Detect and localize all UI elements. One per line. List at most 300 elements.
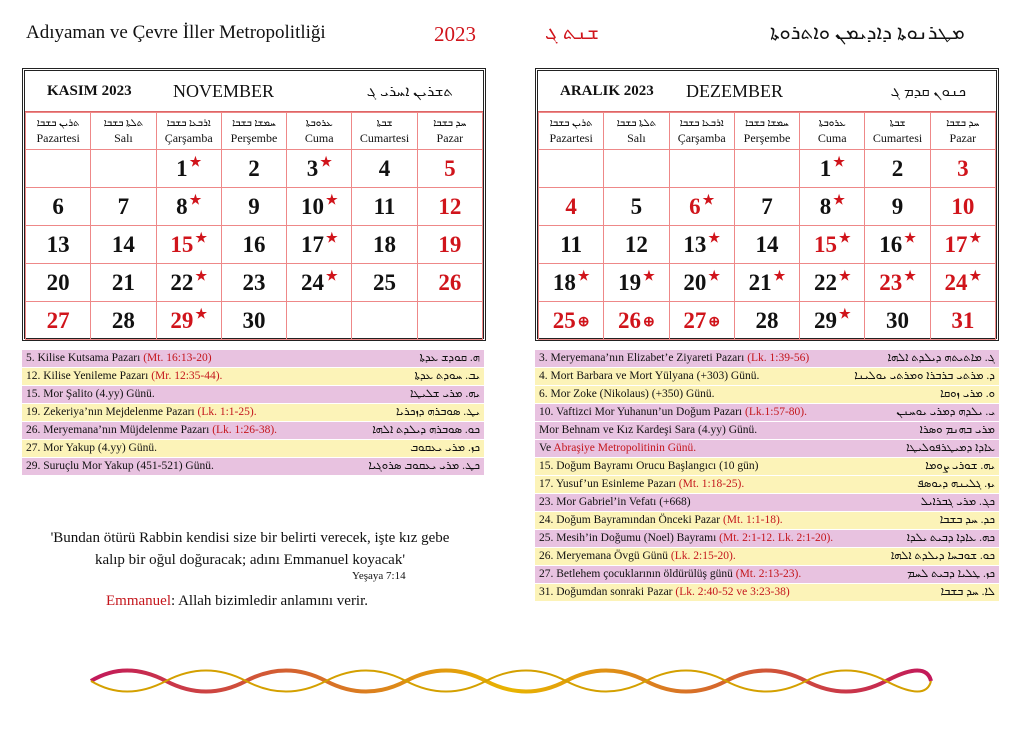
note-syriac: ܟܘ. ܫܘܒܚܐ ܕܝܠܕܬ ܐܠܗܐ: [890, 550, 995, 562]
note-text: 19. Zekeriya’nın Mejdelenme Pazarı (Lk. 1:1-25).: [26, 406, 257, 418]
note-text: 6. Mor Zoke (Nikolaus) (+350) Günü.: [539, 388, 715, 400]
note-syriac: ܝܛ. ܣܘܒܪܗ ܕܙܟܪܝܐ: [395, 406, 480, 418]
day-cell[interactable]: [734, 264, 799, 302]
month-name-tr: ARALIK 2023: [560, 83, 654, 99]
weekday-tr: Çarşamba: [677, 131, 726, 145]
day-number: 12: [438, 193, 462, 219]
note-syriac: ܝܗ. ܫܘܪܝ ܨܘܡܐ: [925, 460, 995, 472]
day-number: 1: [176, 155, 188, 181]
weekday-header: [91, 113, 156, 150]
december-grid: [538, 112, 996, 340]
day-cell[interactable]: [800, 302, 865, 340]
day-cell[interactable]: [26, 226, 91, 264]
weekday-tr: Cuma: [304, 131, 334, 145]
november-notes: [22, 350, 484, 476]
feast-star-icon: ★: [189, 153, 202, 169]
note-row: [535, 530, 999, 548]
note-syriac: ܟܛ. ܡܪܝ ܝܥܩܘܒ ܣܪܘܓܝܐ: [368, 460, 480, 472]
weekday-header: [604, 113, 669, 150]
note-row: [535, 458, 999, 476]
note-text: 27. Betlehem çocuklarının öldürülüş günü (Mt. 2:13-23).: [539, 568, 802, 580]
day-cell: [604, 150, 669, 188]
note-syriac: ܝܗ. ܡܪܝ ܫܠܝܛܐ: [410, 388, 480, 400]
day-number: 13: [46, 231, 70, 257]
weekday-tr: Cumartesi: [359, 131, 410, 145]
day-number: 29: [813, 307, 837, 333]
note-text: 15. Mor Şalito (4.yy) Günü.: [26, 388, 155, 400]
day-number: 25: [373, 269, 397, 295]
day-cell[interactable]: [800, 188, 865, 226]
note-syriac: ܟܙ. ܡܪܝ ܝܥܩܘܒ: [410, 442, 480, 454]
note-reference: (Mr. 12:35-44).: [151, 370, 223, 382]
weekday-syriac: ܬܠܬܐ ܒܫܒܐ: [616, 118, 657, 129]
syriac-year: ܫܢܬ ܓ: [545, 22, 599, 44]
note-reference: (Mt. 16:13-20): [143, 352, 212, 364]
day-cell[interactable]: [417, 188, 482, 226]
day-cell[interactable]: [604, 226, 669, 264]
day-cell[interactable]: [26, 302, 91, 340]
november-grid: [25, 112, 483, 340]
day-cell[interactable]: [156, 226, 221, 264]
day-number: 11: [560, 231, 582, 257]
note-row: [535, 512, 999, 530]
day-number: 10: [300, 193, 324, 219]
feast-star-icon: ★: [195, 267, 208, 283]
day-cell[interactable]: [865, 302, 930, 340]
day-number: 30: [242, 307, 266, 333]
note-row: [535, 548, 999, 566]
day-cell[interactable]: [865, 264, 930, 302]
weekday-syriac: ܬܪܝܢ ܒܫܒܐ: [549, 118, 593, 129]
day-number: 17: [300, 231, 324, 257]
weekday-syriac: ܚܡܫܐ ܒܫܒܐ: [232, 118, 276, 129]
weekday-header: [930, 113, 995, 150]
day-number: 9: [248, 193, 260, 219]
bible-quote: 'Bundan ötürü Rabbin kendisi size bir belirti verecek, işte kız gebe kalıp bir oğul doğuracak; adını Emmanuel koyacak': [50, 530, 450, 568]
feast-star-icon: ★: [833, 191, 845, 207]
day-number: 16: [242, 231, 266, 257]
weekday-syriac: ܥܪܘܒܬܐ: [305, 118, 333, 129]
note-row: [22, 386, 484, 404]
day-number: 28: [111, 307, 135, 333]
note-text: 29. Suruçlu Mor Yakup (451-521) Günü.: [26, 460, 214, 472]
note-row: [535, 584, 999, 602]
weekday-tr: Pazar: [436, 131, 464, 145]
day-number: 7: [117, 193, 130, 219]
day-cell[interactable]: [734, 226, 799, 264]
feast-star-icon: ★: [969, 229, 982, 245]
day-cell[interactable]: [91, 264, 156, 302]
month-name-syriac: ܟܢܘܢ ܩܕܡ ܓ: [890, 84, 966, 100]
day-number: 9: [891, 193, 904, 219]
note-syriac: ܕ. ܡܪܬܝ ܒܪܒܪܐ ܘܡܪܬܝ ܝܘܠܝܢܐ: [854, 370, 995, 382]
day-number: 18: [552, 269, 576, 295]
day-number: 18: [373, 231, 397, 257]
feast-star-icon: ★: [189, 191, 202, 207]
note-row: [535, 494, 999, 512]
feast-star-icon: ★: [838, 229, 851, 245]
day-number: 21: [748, 269, 772, 295]
day-cell[interactable]: [800, 264, 865, 302]
day-cell: [287, 302, 352, 340]
emmanuel-meaning: : Allah bizimledir anlamını verir.: [170, 593, 369, 609]
day-number: 27: [683, 307, 707, 333]
note-reference: (Lk.1:57-80).: [745, 406, 807, 418]
note-text: 12. Kilise Yenileme Pazarı (Mr. 12:35-44).: [26, 370, 223, 382]
day-number: 2: [248, 155, 260, 181]
day-number: 22: [813, 269, 837, 295]
day-cell[interactable]: [930, 226, 995, 264]
day-number: 20: [683, 269, 707, 295]
day-cell[interactable]: [865, 188, 930, 226]
weekday-header: [156, 113, 221, 150]
day-cell[interactable]: [669, 302, 734, 340]
weekday-syriac: ܬܠܬܐ ܒܫܒܐ: [103, 118, 144, 129]
note-syriac: ܝ. ܝܠܕܗ ܕܡܪܝ ܝܘܚܢܢ: [896, 406, 995, 418]
note-row: [535, 386, 999, 404]
emmanuel-note: [106, 593, 368, 610]
note-text: 17. Yusuf’un Esinleme Pazarı (Mt. 1:18-25).: [539, 478, 745, 490]
cross-icon: ⊕: [643, 314, 655, 330]
day-cell[interactable]: [930, 264, 995, 302]
day-number: 4: [378, 155, 391, 181]
note-reference: (Mt. 1:18-25).: [678, 478, 745, 490]
day-number: 25: [552, 307, 576, 333]
day-cell[interactable]: [221, 302, 286, 340]
day-cell[interactable]: [865, 150, 930, 188]
day-cell[interactable]: [221, 188, 286, 226]
emmanuel-word: Emmanuel: [106, 593, 171, 609]
day-number: 15: [813, 231, 837, 257]
note-syriac: ܥܐܕܐ ܕܡܝܛܪܦܘܠܝܛܐ: [906, 442, 995, 454]
day-cell[interactable]: [539, 188, 604, 226]
note-row: [22, 440, 484, 458]
weekday-tr: Pazartesi: [549, 131, 593, 145]
note-syriac: ܝܒ. ܚܘܕܬ ܥܕܬܐ: [414, 370, 480, 382]
feast-star-icon: ★: [773, 267, 786, 283]
weekday-syriac: ܐܪܒܥܐ ܒܫܒܐ: [679, 118, 724, 129]
day-number: 3: [957, 155, 969, 181]
weekday-syriac: ܚܡܫܐ ܒܫܒܐ: [745, 118, 789, 129]
week-row: [539, 150, 996, 188]
quote-reference: Yeşaya 7:14: [352, 570, 406, 582]
weekday-header: [539, 113, 604, 150]
note-text: 24. Doğum Bayramından Önceki Pazar (Mt. 1:1-18).: [539, 514, 783, 526]
day-number: 23: [242, 269, 266, 295]
day-cell: [669, 150, 734, 188]
day-number: 6: [689, 193, 701, 219]
month-name-syriac: ܬܫܪܝܢ ܐܚܪܝ ܓ: [366, 84, 453, 100]
week-row: [26, 264, 483, 302]
feast-star-icon: ★: [195, 229, 208, 245]
week-row: [26, 188, 483, 226]
note-syriac: ܟܘ. ܣܘܒܪܗ ܕܝܠܕܬ ܐܠܗܐ: [372, 424, 480, 436]
day-cell: [734, 150, 799, 188]
note-reference: Abraşiye Metropolitinin Günü.: [553, 442, 697, 454]
day-number: 22: [170, 269, 194, 295]
note-text: 27. Mor Yakup (4.yy) Günü.: [26, 442, 157, 454]
day-cell[interactable]: [800, 226, 865, 264]
note-reference: (Mt. 2:1-12. Lk. 2:1-20).: [719, 532, 834, 544]
page-year: 2023: [434, 22, 476, 46]
day-number: 16: [879, 231, 903, 257]
day-number: 26: [438, 269, 462, 295]
day-number: 24: [944, 269, 968, 295]
weekday-tr: Pazartesi: [36, 131, 80, 145]
day-number: 7: [761, 193, 773, 219]
feast-star-icon: ★: [195, 305, 208, 321]
day-number: 24: [300, 269, 324, 295]
day-number: 8: [176, 193, 188, 219]
november-calendar: [22, 68, 486, 341]
note-row: [22, 404, 484, 422]
feast-star-icon: ★: [708, 229, 721, 245]
day-cell[interactable]: [26, 188, 91, 226]
note-row: [535, 566, 999, 584]
day-cell[interactable]: [604, 302, 669, 340]
note-row: [22, 458, 484, 476]
day-cell[interactable]: [539, 264, 604, 302]
day-number: 17: [944, 231, 968, 257]
note-text: Mor Behnam ve Kız Kardeşi Sara (4.yy) Günü.: [539, 424, 758, 436]
weekday-header: [221, 113, 286, 150]
day-cell[interactable]: [352, 150, 417, 188]
day-cell[interactable]: [930, 302, 995, 340]
day-cell[interactable]: [221, 226, 286, 264]
week-row: [26, 226, 483, 264]
note-text: 5. Kilise Kutsama Pazarı (Mt. 16:13-20): [26, 352, 212, 364]
note-reference: (Lk. 2:15-20).: [670, 550, 736, 562]
day-cell[interactable]: [91, 188, 156, 226]
note-text: 23. Mor Gabriel’in Vefatı (+668): [539, 496, 691, 508]
day-number: 14: [755, 231, 779, 257]
weekday-tr: Salı: [627, 131, 646, 145]
month-name-tr: KASIM 2023: [47, 83, 132, 99]
day-cell[interactable]: [91, 226, 156, 264]
day-cell[interactable]: [930, 150, 995, 188]
day-cell[interactable]: [417, 226, 482, 264]
day-cell[interactable]: [669, 188, 734, 226]
weekday-syriac: ܚܕ ܒܫܒܐ: [946, 118, 980, 129]
day-cell[interactable]: [800, 150, 865, 188]
calendar-header: [25, 71, 483, 112]
note-syriac: ܘ. ܡܪܝ ܙܘܩܐ: [940, 388, 995, 400]
week-row: [539, 302, 996, 340]
week-row: [26, 302, 483, 340]
day-cell[interactable]: [865, 226, 930, 264]
weekday-tr: Çarşamba: [164, 131, 213, 145]
note-row: [535, 350, 999, 368]
feast-star-icon: ★: [325, 191, 338, 207]
day-number: 19: [438, 231, 462, 257]
note-row: [535, 404, 999, 422]
note-reference: (Mt. 2:13-23).: [735, 568, 802, 580]
day-cell[interactable]: [91, 302, 156, 340]
day-cell: [91, 150, 156, 188]
weekday-tr: Perşembe: [230, 131, 278, 145]
note-row: [535, 476, 999, 494]
weekday-header: [865, 113, 930, 150]
day-number: 1: [819, 155, 832, 181]
day-number: 12: [624, 231, 648, 257]
note-text: 26. Meryemana Övgü Günü (Lk. 2:15-20).: [539, 550, 736, 562]
note-text: Ve Abraşiye Metropolitinin Günü.: [539, 442, 697, 454]
day-number: 2: [891, 155, 904, 181]
note-syriac: ܓ. ܡܐܬܝܬܗ ܕܝܠܕܬ ܐܠܗܐ: [887, 352, 995, 364]
day-number: 20: [46, 269, 70, 295]
day-cell[interactable]: [734, 302, 799, 340]
note-reference: (Lk. 1:1-25).: [197, 406, 257, 418]
weekday-header: [417, 113, 482, 150]
weekday-header: [26, 113, 91, 150]
day-cell[interactable]: [604, 264, 669, 302]
day-cell[interactable]: [352, 264, 417, 302]
day-cell: [417, 302, 482, 340]
day-cell[interactable]: [287, 264, 352, 302]
day-cell: [26, 150, 91, 188]
note-syriac: ܟܙ. ܛܠܝܐ ܕܒܝܬ ܠܚܡ: [907, 568, 995, 580]
note-row: [535, 440, 999, 458]
weekday-header: [734, 113, 799, 150]
note-row: [22, 368, 484, 386]
day-cell[interactable]: [156, 302, 221, 340]
feast-star-icon: ★: [904, 229, 916, 245]
note-row: [22, 422, 484, 440]
note-syriac: ܗ. ܩܘܕܫ ܥܕܬܐ: [419, 352, 480, 364]
day-cell[interactable]: [156, 188, 221, 226]
week-row: [539, 188, 996, 226]
day-number: 21: [111, 269, 135, 295]
day-cell[interactable]: [26, 264, 91, 302]
ornamental-border: [86, 660, 936, 702]
day-cell[interactable]: [352, 226, 417, 264]
day-cell[interactable]: [539, 226, 604, 264]
weekday-tr: Pazar: [949, 131, 977, 145]
month-name-de: DEZEMBER: [686, 81, 783, 101]
weekday-header: [287, 113, 352, 150]
note-text: 3. Meryemana’nın Elizabet’e Ziyareti Pazarı (Lk. 1:39-56): [539, 352, 810, 364]
note-reference: (Lk. 1:39-56): [747, 352, 810, 364]
weekday-header: [800, 113, 865, 150]
day-cell[interactable]: [417, 264, 482, 302]
day-cell[interactable]: [930, 188, 995, 226]
feast-star-icon: ★: [708, 267, 721, 283]
day-cell[interactable]: [221, 264, 286, 302]
note-syriac: ܟܗ. ܥܐܕܐ ܕܒܝܬ ܝܠܕܐ: [906, 532, 995, 544]
note-syriac: ܠܐ. ܚܕ ܒܫܒܐ: [940, 586, 995, 598]
december-calendar: [535, 68, 999, 341]
day-number: 5: [630, 193, 643, 219]
feast-star-icon: ★: [904, 267, 916, 283]
weekday-syriac: ܚܕ ܒܫܒܐ: [433, 118, 467, 129]
feast-star-icon: ★: [838, 267, 851, 283]
weekday-tr: Perşembe: [743, 131, 791, 145]
day-number: 13: [683, 231, 707, 257]
week-row: [26, 150, 483, 188]
note-text: 4. Mort Barbara ve Mort Yülyana (+303) Günü.: [539, 370, 760, 382]
note-text: 10. Vaftizci Mor Yuhanun’un Doğum Pazarı (Lk.1:57-80).: [539, 406, 807, 418]
weekday-syriac: ܫܒܬܐ: [376, 118, 393, 129]
day-number: 23: [879, 269, 903, 295]
note-text: 31. Doğumdan sonraki Pazar (Lk. 2:40-52 ve 3:23-38): [539, 586, 790, 598]
weekday-header: [352, 113, 417, 150]
weekday-syriac: ܫܒܬܐ: [889, 118, 906, 129]
day-cell[interactable]: [669, 226, 734, 264]
page-title: Adıyaman ve Çevre İller Metropolitliği: [26, 22, 326, 43]
feast-star-icon: ★: [643, 267, 655, 283]
day-cell[interactable]: [287, 188, 352, 226]
week-row: [539, 226, 996, 264]
note-text: 15. Doğum Bayramı Orucu Başlangıcı (10 gün): [539, 460, 759, 472]
day-number: 15: [170, 231, 194, 257]
note-reference: (Mt. 1:1-18).: [722, 514, 783, 526]
day-number: 31: [951, 307, 975, 333]
note-text: 25. Mesih’in Doğumu (Noel) Bayramı (Mt. 2:1-12. Lk. 2:1-20).: [539, 532, 834, 544]
cross-icon: ⊕: [708, 314, 721, 330]
day-cell[interactable]: [156, 150, 221, 188]
day-number: 19: [618, 269, 642, 295]
feast-star-icon: ★: [702, 191, 715, 207]
day-number: 11: [373, 193, 396, 219]
day-cell[interactable]: [734, 188, 799, 226]
day-cell: [539, 150, 604, 188]
note-text: 26. Meryemana’nın Müjdelenme Pazarı (Lk. 1:26-38).: [26, 424, 278, 436]
day-number: 5: [444, 155, 456, 181]
day-cell[interactable]: [156, 264, 221, 302]
day-number: 6: [52, 193, 64, 219]
day-number: 28: [755, 307, 779, 333]
day-cell[interactable]: [221, 150, 286, 188]
feast-star-icon: ★: [833, 153, 845, 169]
day-cell[interactable]: [604, 188, 669, 226]
note-reference: (Lk. 2:40-52 ve 3:23-38): [675, 586, 790, 598]
syriac-title: ܡܛܪܢܘܬܐ ܕܐܕܝܡܢ ܘܐܬܪܘܬܐ: [770, 22, 965, 44]
week-row: [539, 264, 996, 302]
weekday-header: [669, 113, 734, 150]
note-row: [535, 368, 999, 386]
day-number: 30: [886, 307, 910, 333]
feast-star-icon: ★: [325, 229, 338, 245]
day-cell[interactable]: [539, 302, 604, 340]
day-number: 27: [46, 307, 70, 333]
feast-star-icon: ★: [325, 267, 338, 283]
weekday-tr: Cumartesi: [872, 131, 923, 145]
calendar-header: [538, 71, 996, 112]
note-row: [22, 350, 484, 368]
note-reference: (Lk. 1:26-38).: [212, 424, 278, 436]
day-cell: [352, 302, 417, 340]
feast-star-icon: ★: [969, 267, 982, 283]
day-number: 14: [111, 231, 135, 257]
day-cell[interactable]: [417, 150, 482, 188]
day-number: 10: [951, 193, 975, 219]
day-cell[interactable]: [287, 150, 352, 188]
day-number: 4: [565, 193, 577, 219]
note-syriac: ܝܙ. ܓܠܝܢܗ ܕܝܘܣܦ: [917, 478, 995, 490]
cross-icon: ⊕: [577, 314, 590, 330]
day-cell[interactable]: [669, 264, 734, 302]
note-row: [535, 422, 999, 440]
day-cell[interactable]: [352, 188, 417, 226]
day-cell[interactable]: [287, 226, 352, 264]
month-name-de: NOVEMBER: [173, 81, 275, 101]
feast-star-icon: ★: [320, 153, 332, 169]
note-syriac: ܟܕ. ܚܕ ܒܫܒܐ: [939, 514, 995, 526]
note-syriac: ܟܓ. ܡܪܝ ܓܒܪܐܝܠ: [920, 496, 995, 508]
weekday-syriac: ܐܪܒܥܐ ܒܫܒܐ: [166, 118, 211, 129]
day-number: 26: [618, 307, 642, 333]
weekday-syriac: ܬܪܝܢ ܒܫܒܐ: [36, 118, 80, 129]
